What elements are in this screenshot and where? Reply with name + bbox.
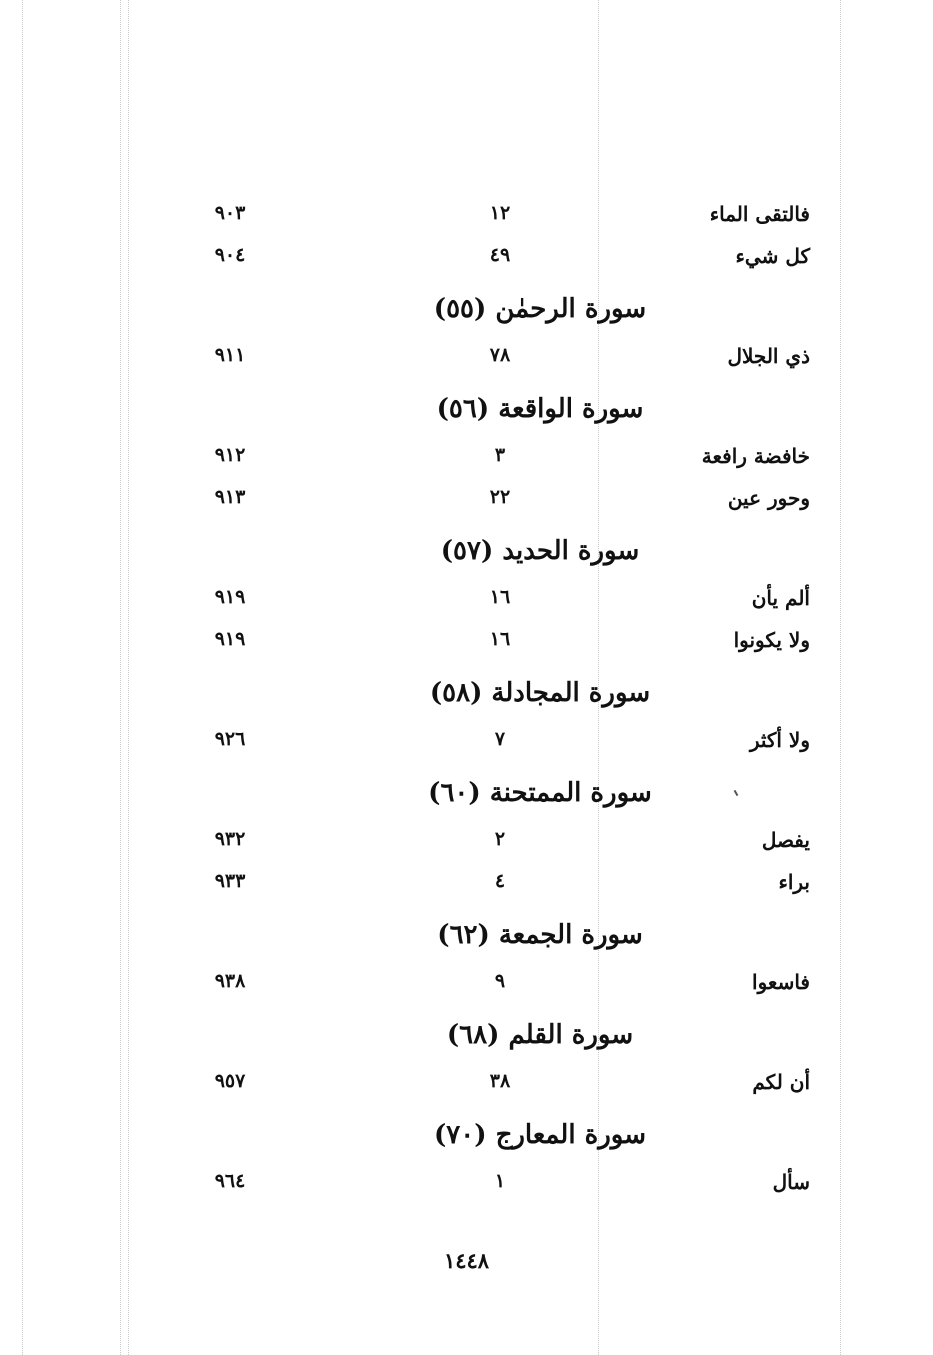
entry-verse-number: ١٦: [489, 628, 511, 650]
scan-artifact-line: [120, 0, 121, 1355]
surah-heading: سورة المعارج (٧٠): [433, 1120, 647, 1150]
entry-word: ولا يكونوا: [733, 628, 810, 652]
index-entry: [190, 1064, 820, 1106]
entry-page-number: ٩٣٢: [214, 828, 246, 850]
entry-page-number: ٩١٩: [214, 628, 246, 650]
surah-heading: سورة الممتحنة (٦٠): [428, 778, 652, 808]
index-entry: [190, 822, 820, 864]
entry-word: سأل: [772, 1170, 810, 1194]
entry-page-number: ٩٣٣: [214, 870, 246, 892]
entry-word: يفصل: [761, 828, 810, 852]
surah-heading: سورة الرحمٰن (٥٥): [433, 294, 647, 324]
index-entry: [190, 964, 820, 1006]
index-entry: [190, 864, 820, 906]
index-entry: [190, 580, 820, 622]
index-entry: [190, 196, 820, 238]
index-entry: [190, 438, 820, 480]
index-entry: [190, 338, 820, 380]
entry-verse-number: ٢: [494, 828, 506, 850]
surah-heading: سورة القلم (٦٨): [446, 1020, 634, 1050]
index-entry: [190, 238, 820, 280]
entry-verse-number: ٩: [494, 970, 506, 992]
entry-verse-number: ١٢: [489, 202, 511, 224]
entry-word: ولا أكثر: [749, 728, 810, 752]
entry-word: أن لكم: [752, 1070, 810, 1094]
entry-page-number: ٩٠٣: [214, 202, 246, 224]
entry-page-number: ٩١١: [214, 344, 246, 366]
surah-heading: سورة المجادلة (٥٨): [429, 678, 651, 708]
entry-verse-number: ٤٩: [489, 244, 511, 266]
entry-word: خافضة رافعة: [701, 444, 810, 468]
entry-word: فاسعوا: [752, 970, 810, 994]
entry-page-number: ٩٢٦: [214, 728, 246, 750]
entry-verse-number: ٧٨: [489, 344, 511, 366]
entry-verse-number: ٧: [494, 728, 506, 750]
entry-verse-number: ٣٨: [489, 1070, 511, 1092]
entry-word: ذي الجلال: [727, 344, 810, 368]
entry-page-number: ٩١٣: [214, 486, 246, 508]
surah-heading: سورة الجمعة (٦٢): [437, 920, 643, 950]
entry-verse-number: ١٦: [489, 586, 511, 608]
entry-verse-number: ٢٢: [489, 486, 511, 508]
index-entry: [190, 622, 820, 664]
entry-word: كل شيء: [735, 244, 810, 268]
index-list: [190, 196, 820, 1206]
entry-page-number: ٩٦٤: [214, 1170, 246, 1192]
entry-page-number: ٩١٩: [214, 586, 246, 608]
entry-verse-number: ٤: [494, 870, 506, 892]
scan-artifact-line: [22, 0, 23, 1355]
entry-page-number: ٩٣٨: [214, 970, 246, 992]
entry-verse-number: ٣: [494, 444, 506, 466]
scan-artifact-line: [840, 0, 841, 1355]
index-entry: [190, 1164, 820, 1206]
entry-word: فالتقى الماء: [709, 202, 810, 226]
index-entry: [190, 722, 820, 764]
scan-artifact-line: [128, 0, 129, 1355]
index-entry: [190, 480, 820, 522]
entry-word: ألم يأن: [751, 586, 810, 610]
surah-heading: سورة الواقعة (٥٦): [436, 394, 644, 424]
entry-word: براء: [778, 870, 810, 894]
entry-word: وحور عين: [727, 486, 810, 510]
entry-page-number: ٩٥٧: [214, 1070, 246, 1092]
entry-verse-number: ١: [494, 1170, 506, 1192]
entry-page-number: ٩١٢: [214, 444, 246, 466]
page-number: ١٤٤٨: [443, 1248, 490, 1273]
entry-page-number: ٩٠٤: [214, 244, 246, 266]
surah-heading: سورة الحديد (٥٧): [440, 536, 640, 566]
